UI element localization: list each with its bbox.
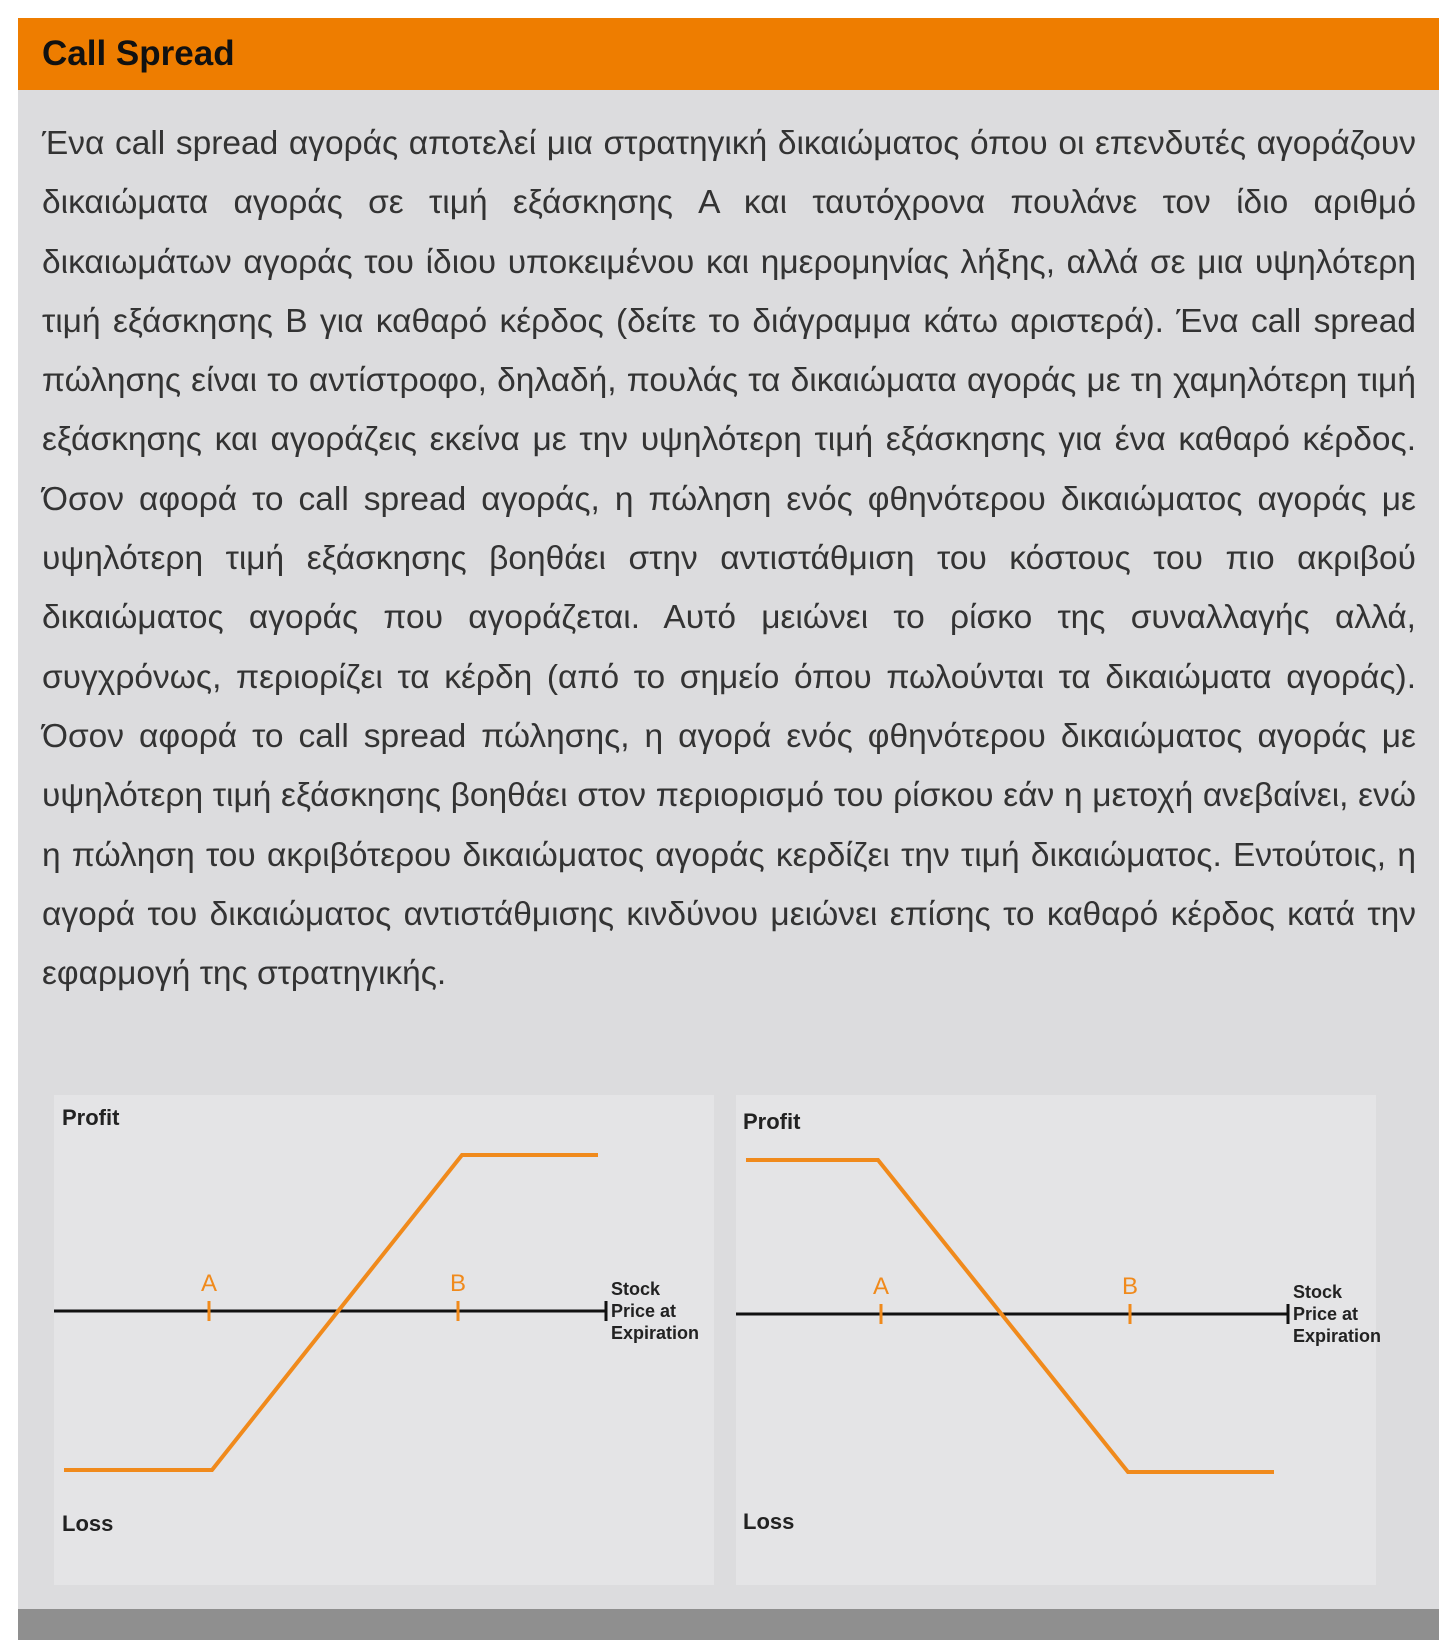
long-call-spread-diagram — [54, 1095, 714, 1585]
axis-label-line-3: Expiration — [611, 1323, 700, 1343]
panel-title: Call Spread — [42, 34, 235, 73]
profit-label: Profit — [62, 1105, 120, 1130]
profit-label: Profit — [743, 1109, 801, 1134]
strike-b-label: B — [449, 1270, 467, 1297]
axis-label-line-1: Stock — [611, 1279, 661, 1299]
short-call-spread-svg — [736, 1095, 1436, 1585]
footer-bar — [18, 1609, 1439, 1640]
strike-a-label: A — [872, 1273, 890, 1300]
axis-label-line-2: Price at — [611, 1301, 677, 1321]
axis-label-line-2: Price at — [1293, 1304, 1359, 1324]
strike-a-label: A — [200, 1270, 218, 1297]
short-call-spread-diagram — [736, 1095, 1436, 1585]
panel-header — [18, 18, 1439, 90]
strike-b-label: B — [1121, 1273, 1139, 1300]
loss-label: Loss — [62, 1511, 114, 1536]
axis-label-line-1: Stock — [1293, 1282, 1343, 1302]
axis-label-line-3: Expiration — [1293, 1326, 1382, 1346]
loss-label: Loss — [743, 1509, 795, 1534]
diagram-background — [736, 1095, 1376, 1585]
long-call-spread-svg — [54, 1095, 714, 1585]
call-spread-panel — [18, 18, 1439, 1640]
description-paragraph: Ένα call spread αγοράς αποτελεί μια στρατηγική δικαιώματος όπου οι επενδυτές αγοράζουν δικαιώματα αγοράς σε τιμή εξάσκησης A και ταυτόχρονα πουλάνε τον ίδιο αριθμό δικαιωμάτων αγοράς του ίδιου υποκειμένου και ημερομηνίας λήξης, αλλά σε μια υψηλότερη τιμή εξάσκησης B για καθαρό κέρδος (δείτε το διάγραμμα κάτω αριστερά). Ένα call spread πώλησης είναι το αντίστροφο, δηλαδή, πουλάς τα δικαιώματα αγοράς με τη χαμηλότερη τιμή εξάσκησης και αγοράζεις εκείνα με την υψηλότερη τιμή εξάσκησης για ένα καθαρό κέρδος. Όσον αφορά το call spread αγοράς, η πώληση ενός φθηνότερου δικαιώματος αγοράς με υψηλότερη τιμή εξάσκησης βοηθάει στην αντιστάθμιση του κόστους του πιο ακριβού δικαιώματος αγοράς που αγοράζεται. Αυτό μειώνει το ρίσκο της συναλλαγής αλλά, συγχρόνως, περιορίζει τα κέρδη (από το σημείο όπου πωλούνται τα δικαιώματα αγοράς). Όσον αφορά το call spread πώλησης, η αγορά ενός φθηνότερου δικαιώματος αγοράς με υψηλότερη τιμή εξάσκησης βοηθάει στον περιορισμό του ρίσκου εάν η μετοχή ανεβαίνει, ενώ η πώληση του ακριβότερου δικαιώματος αγοράς κερδίζει την τιμή δικαιώματος. Εντούτοις, η αγορά του δικαιώματος αντιστάθμισης κινδύνου μειώνει επίσης το καθαρό κέρδος κατά την εφαρμογή της στρατηγικής. — [42, 125, 1416, 993]
